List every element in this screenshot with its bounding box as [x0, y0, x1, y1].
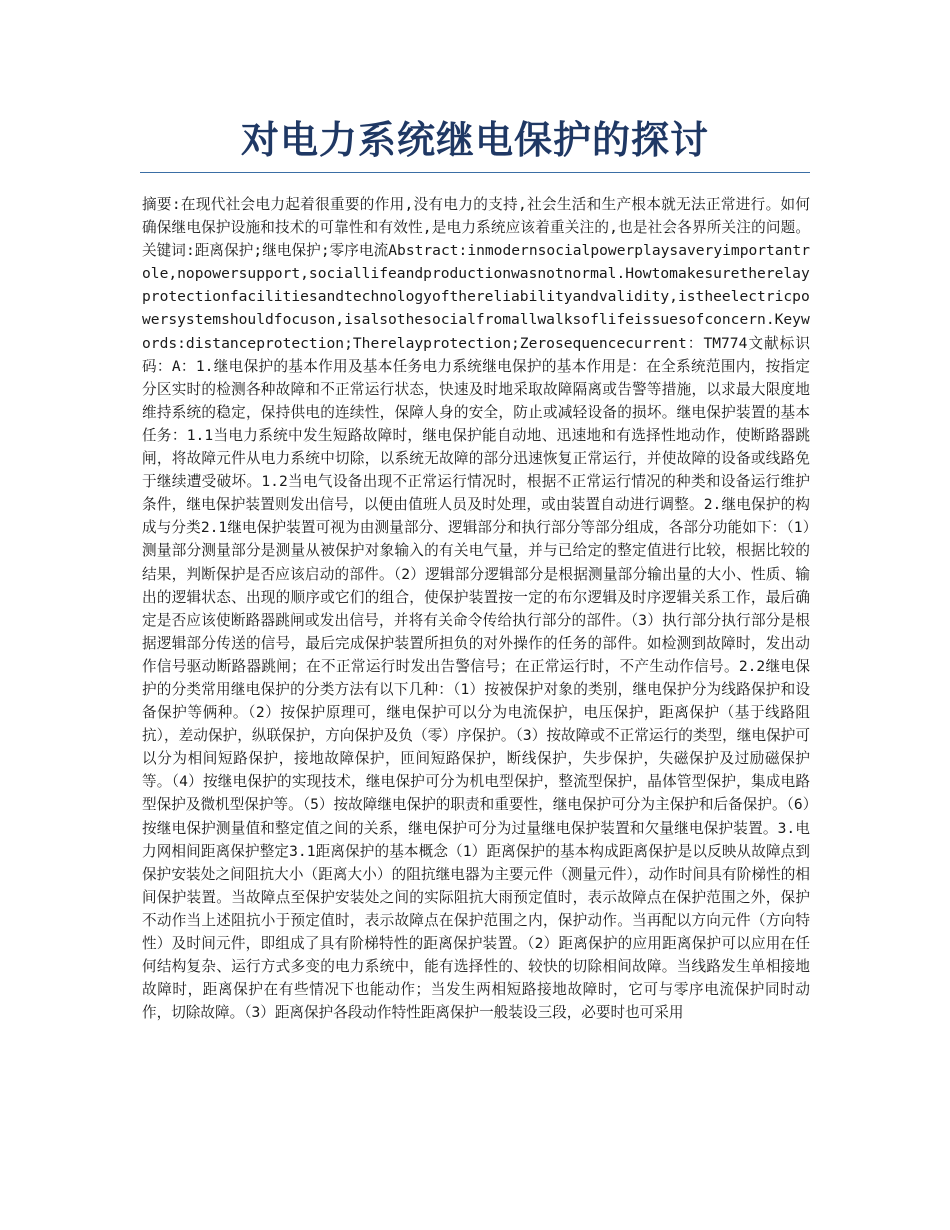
- document-title: 对电力系统继电保护的探讨: [240, 118, 709, 162]
- document-body: 摘要:在现代社会电力起着很重要的作用,没有电力的支持,社会生活和生产根本就无法正常进行。如何确保继电保护设施和技术的可靠性和有效性,是电力系统应该着重关注的,也是社会各界所关注的问题。关键词:距离保护;继电保护;零序电流Abstract:inmodernsocialpowerplaysaveryimportantrole,nopowersupport,sociallifeandproductionwasnotnormal.Howtomakesuretherelayprotectionfacilitiesandtechnologyofthereliabilityandvalidity,istheelectricpowersystemshouldfocuson,isalsothesocialfromallwalksoflifeissuesofconcern.Keywords:distanceprotection;Therelayprotection;Zerosequencecurrent：TM774文献标识码：A：1.继电保护的基本作用及基本任务电力系统继电保护的基本作用是：在全系统范围内，按指定分区实时的检测各种故障和不正常运行状态，快速及时地采取故障隔离或告警等措施，以求最大限度地维持系统的稳定，保持供电的连续性，保障人身的安全，防止或减轻设备的损坏。继电保护装置的基本任务：1.1当电力系统中发生短路故障时，继电保护能自动地、迅速地和有选择性地动作，使断路器跳闸，将故障元件从电力系统中切除，以系统无故障的部分迅速恢复正常运行，并使故障的设备或线路免于继续遭受破坏。1.2当电气设备出现不正常运行情况时，根据不正常运行情况的种类和设备运行维护条件，继电保护装置则发出信号，以便由值班人员及时处理，或由装置自动进行调整。2.继电保护的构成与分类2.1继电保护装置可视为由测量部分、逻辑部分和执行部分等部分组成，各部分功能如下：（1）测量部分测量部分是测量从被保护对象输入的有关电气量，并与已给定的整定值进行比较，根据比较的结果，判断保护是否应该启动的部件。（2）逻辑部分逻辑部分是根据测量部分输出量的大小、性质、输出的逻辑状态、出现的顺序或它们的组合，使保护装置按一定的布尔逻辑及时序逻辑关系工作，最后确定是否应该使断路器跳闸或发出信号，并将有关命令传给执行部分的部件。（3）执行部分执行部分是根据逻辑部分传送的信号，最后完成保护装置所担负的对外操作的任务的部件。如检测到故障时，发出动作信号驱动断路器跳闸；在不正常运行时发出告警信号；在正常运行时，不产生动作信号。2.2继电保护的分类常用继电保护的分类方法有以下几种：（1）按被保护对象的类别，继电保护分为线路保护和设备保护等俩种。（2）按保护原理可，继电保护可以分为电流保护，电压保护，距离保护（基于线路阻抗），差动保护，纵联保护，方向保护及负（零）序保护。（3）按故障或不正常运行的类型，继电保护可以分为相间短路保护，接地故障保护，匝间短路保护，断线保护，失步保护，失磁保护及过励磁保护等。（4）按继电保护的实现技术，继电保护可分为机电型保护，整流型保护，晶体管型保护，集成电路型保护及微机型保护等。（5）按故障继电保护的职责和重要性，继电保护可分为主保护和后备保护。（6）按继电保护测量值和整定值之间的关系，继电保护可分为过量继电保护装置和欠量继电保护装置。3.电力网相间距离保护整定3.1距离保护的基本概念（1）距离保护的基本构成距离保护是以反映从故障点到保护安装处之间阻抗大小（距离大小）的阻抗继电器为主要元件（测量元件），动作时间具有阶梯性的相间保护装置。当故障点至保护安装处之间的实际阻抗大雨预定值时，表示故障点在保护范围之外，保护不动作当上述阻抗小于预定值时，表示故障点在保护范围之内，保护动作。当再配以方向元件（方向特性）及时间元件，即组成了具有阶梯特性的距离保护装置。（2）距离保护的应用距离保护可以应用在任何结构复杂、运行方式多变的电力系统中，能有选择性的、较快的切除相间故障。当线路发生单相接地故障时，距离保护在有些情况下也能动作；当发生两相短路接地故障时，它可与零序电流保护同时动作，切除故障。（3）距离保护各段动作特性距离保护一般装设三段，必要时也可采用: [142, 196, 810, 1022]
- title-divider: [140, 172, 810, 173]
